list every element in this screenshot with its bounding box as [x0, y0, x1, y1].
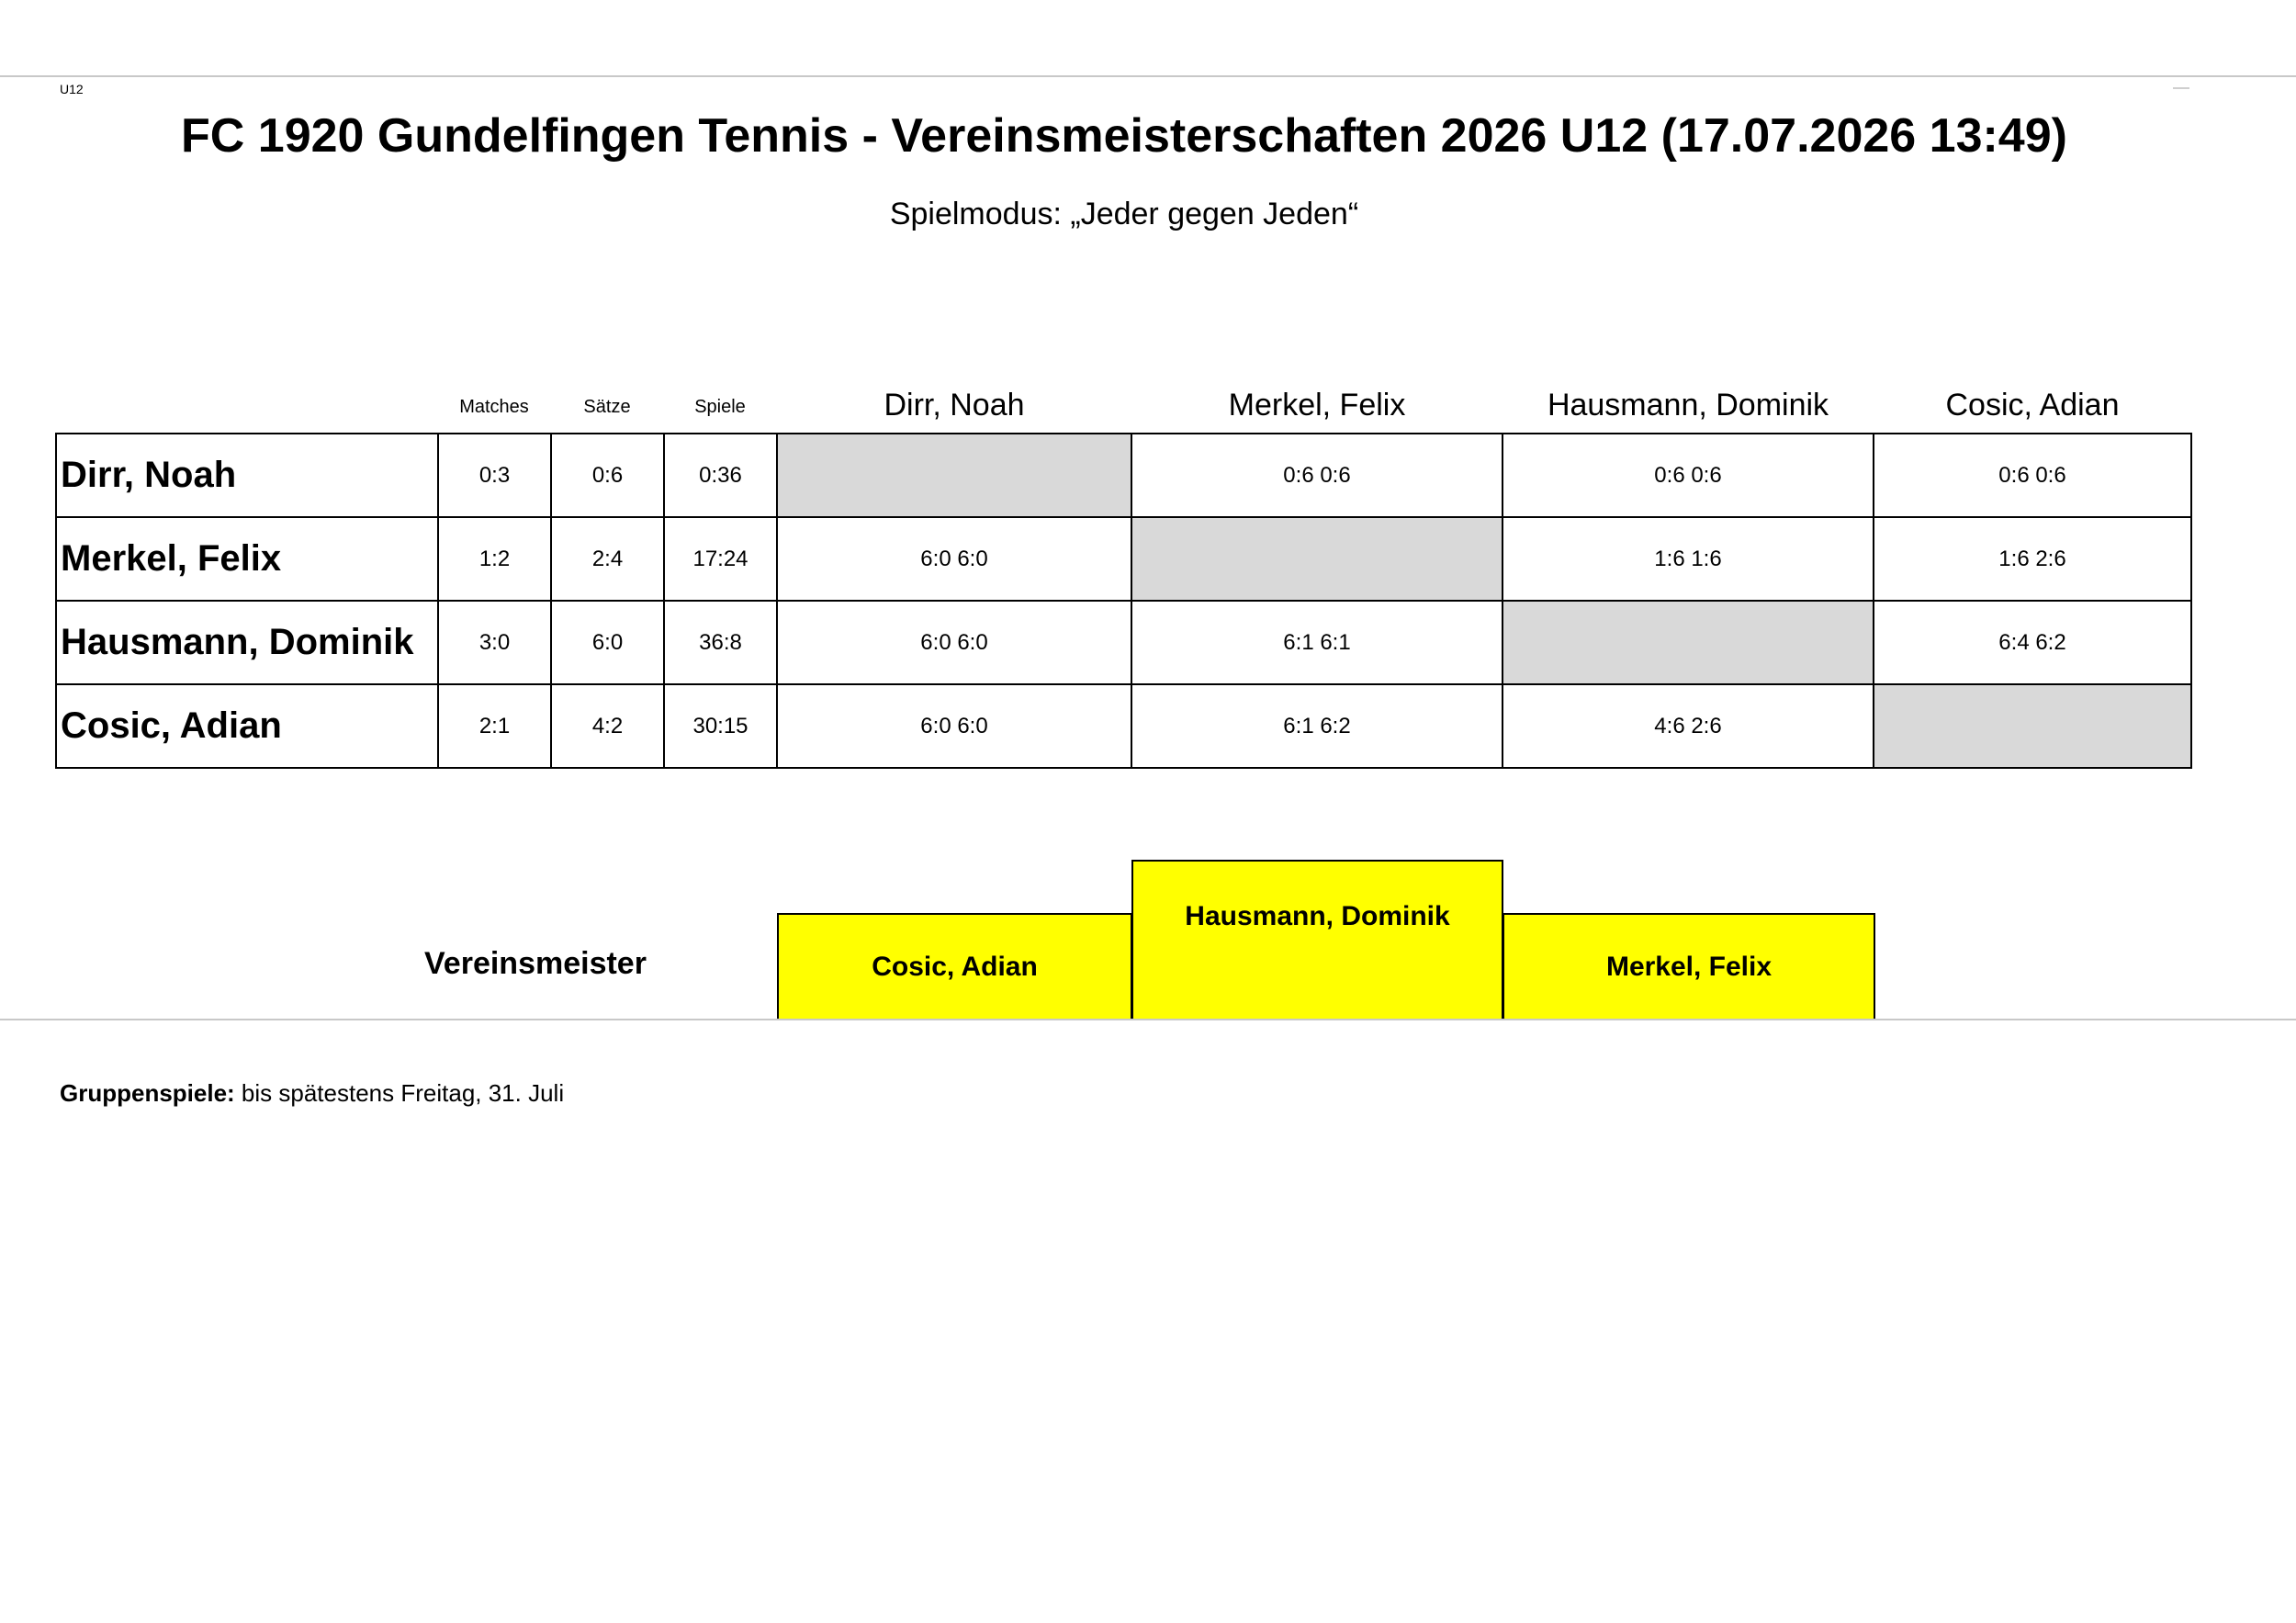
result-cell: 6:1 6:1	[1131, 601, 1503, 684]
podium-first-place: Hausmann, Dominik	[1131, 860, 1503, 1020]
player-name: Merkel, Felix	[56, 517, 438, 601]
note-text: bis spätestens Freitag, 31. Juli	[234, 1079, 565, 1107]
spiele-cell: 17:24	[664, 517, 777, 601]
result-cell: 6:0 6:0	[777, 517, 1131, 601]
page-bottom-rule	[0, 1019, 2296, 1020]
self-match-cell	[1874, 684, 2191, 768]
podium-second-place: Cosic, Adian	[777, 913, 1132, 1020]
page-subtitle: Spielmodus: „Jeder gegen Jeden“	[889, 197, 1359, 231]
saetze-cell: 2:4	[551, 517, 664, 601]
self-match-cell	[1503, 601, 1874, 684]
spiele-cell: 36:8	[664, 601, 777, 684]
schedule-note	[60, 1079, 564, 1108]
self-match-cell	[777, 434, 1131, 517]
player-name: Dirr, Noah	[56, 434, 438, 517]
spiele-cell: 0:36	[664, 434, 777, 517]
header-player-3: Hausmann, Dominik	[1547, 388, 1829, 423]
saetze-cell: 4:2	[551, 684, 664, 768]
matches-cell: 0:3	[438, 434, 551, 517]
header-spiele: Spiele	[694, 397, 746, 417]
table-row	[56, 601, 2191, 684]
spiele-cell: 30:15	[664, 684, 777, 768]
table-row	[56, 517, 2191, 601]
header-saetze: Sätze	[583, 397, 631, 417]
saetze-cell: 6:0	[551, 601, 664, 684]
result-cell: 1:6 2:6	[1874, 517, 2191, 601]
result-cell: 6:0 6:0	[777, 601, 1131, 684]
result-cell: 0:6 0:6	[1503, 434, 1874, 517]
result-cell: 0:6 0:6	[1874, 434, 2191, 517]
note-label: Gruppenspiele:	[60, 1079, 235, 1107]
table-row	[56, 684, 2191, 768]
podium-label: Vereinsmeister	[424, 946, 647, 981]
header-matches: Matches	[459, 397, 529, 417]
results-table	[55, 433, 2192, 769]
self-match-cell	[1131, 517, 1503, 601]
saetze-cell: 0:6	[551, 434, 664, 517]
player-name: Hausmann, Dominik	[56, 601, 438, 684]
table-row	[56, 434, 2191, 517]
page-title: FC 1920 Gundelfingen Tennis - Vereinsmeisterschaften 2026 U12 (17.07.2026 13:49)	[181, 109, 2067, 163]
page-top-rule	[0, 75, 2296, 77]
header-player-4: Cosic, Adian	[1945, 388, 2120, 423]
result-cell: 6:1 6:2	[1131, 684, 1503, 768]
podium-third-place: Merkel, Felix	[1503, 913, 1875, 1020]
matches-cell: 1:2	[438, 517, 551, 601]
header-player-2: Merkel, Felix	[1228, 388, 1406, 423]
header-player-1: Dirr, Noah	[884, 388, 1025, 423]
matches-cell: 2:1	[438, 684, 551, 768]
result-cell: 6:4 6:2	[1874, 601, 2191, 684]
result-cell: 6:0 6:0	[777, 684, 1131, 768]
player-name: Cosic, Adian	[56, 684, 438, 768]
matches-cell: 3:0	[438, 601, 551, 684]
result-cell: 4:6 2:6	[1503, 684, 1874, 768]
page-mark	[2173, 87, 2189, 89]
result-cell: 1:6 1:6	[1503, 517, 1874, 601]
result-cell: 0:6 0:6	[1131, 434, 1503, 517]
sheet-tag: U12	[60, 82, 84, 96]
